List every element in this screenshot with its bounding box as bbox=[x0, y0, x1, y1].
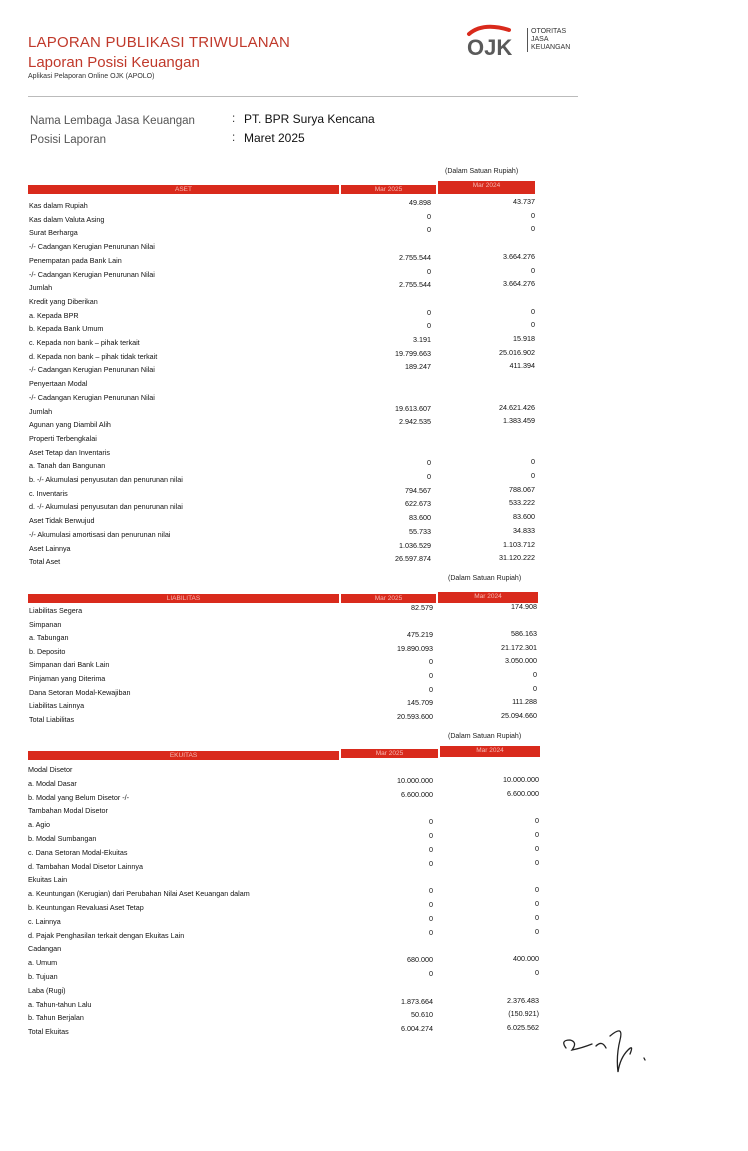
ekuitas-row-value-2025: 6.004.274 bbox=[401, 1024, 433, 1034]
aset-row-value-2024: 0 bbox=[531, 471, 535, 480]
liabilitas-col1-bar bbox=[341, 594, 436, 603]
aset-row-value-2024: 788.067 bbox=[509, 484, 535, 494]
ekuitas-row-value-2025: 0 bbox=[429, 927, 433, 937]
aset-col1-bar bbox=[341, 185, 436, 194]
ekuitas-header-label: EKUITAS bbox=[169, 752, 198, 759]
ekuitas-row-label: c. Lainnya bbox=[28, 916, 61, 926]
liabilitas-row-value-2025: 0 bbox=[429, 684, 433, 694]
aset-row-value-2025: 0 bbox=[427, 321, 431, 331]
aset-row-value-2025: 0 bbox=[427, 211, 431, 221]
aset-row-label: Properti Terbengkalai bbox=[29, 433, 97, 443]
aset-col2-label: Mar 2024 bbox=[472, 182, 501, 189]
aset-row-value-2025: 794.567 bbox=[405, 485, 431, 495]
ekuitas-row-value-2024: 6.600.000 bbox=[507, 788, 539, 798]
aset-row-value-2025: 0 bbox=[427, 266, 431, 276]
aset-row-value-2025: 2.755.544 bbox=[399, 280, 431, 290]
aset-row-value-2024: 3.664.276 bbox=[503, 251, 535, 261]
liabilitas-row-value-2024: 174.908 bbox=[511, 602, 537, 611]
ekuitas-row-value-2025: 0 bbox=[429, 900, 433, 909]
aset-row-value-2025: 1.036.529 bbox=[399, 540, 431, 550]
aset-row-value-2025: 83.600 bbox=[409, 513, 431, 523]
aset-row-label: a. Kepada BPR bbox=[29, 310, 79, 320]
ekuitas-row-label: b. Keuntungan Revaluasi Aset Tetap bbox=[28, 903, 144, 912]
aset-row-value-2024: 83.600 bbox=[513, 512, 535, 522]
ekuitas-row-label: a. Keuntungan (Kerugian) dari Perubahan Nilai Aset Keuangan dalam bbox=[28, 889, 250, 899]
aset-row-label: Kas dalam Valuta Asing bbox=[29, 214, 105, 224]
ekuitas-row-value-2025: 0 bbox=[429, 844, 433, 854]
ekuitas-row-label: a. Tahun-tahun Lalu bbox=[28, 999, 92, 1009]
ekuitas-row-value-2024: 0 bbox=[535, 816, 539, 826]
aset-row-value-2025: 3.191 bbox=[413, 335, 431, 344]
aset-row-label: Surat Berharga bbox=[29, 228, 78, 238]
ekuitas-col1-bar bbox=[341, 749, 438, 758]
liabilitas-row-label: Pinjaman yang Diterima bbox=[29, 674, 106, 683]
aset-row-value-2025: 0 bbox=[427, 307, 431, 317]
ekuitas-row-value-2024: 0 bbox=[535, 843, 539, 853]
aset-row-value-2024: 0 bbox=[531, 320, 535, 330]
aset-row-value-2024: 1.383.459 bbox=[503, 416, 535, 426]
aset-row-value-2025: 0 bbox=[427, 225, 431, 235]
ekuitas-row-value-2024: 0 bbox=[535, 899, 539, 908]
aset-row-value-2024: 0 bbox=[531, 306, 535, 316]
aset-unit-label: (Dalam Satuan Rupiah) bbox=[445, 168, 519, 175]
liabilitas-row-label: Dana Setoran Modal-Kewajiban bbox=[29, 687, 131, 697]
liabilitas-header-label: LIABILITAS bbox=[166, 595, 201, 602]
liabilitas-row-value-2025: 145.709 bbox=[407, 698, 433, 708]
liabilitas-row-value-2024: 21.172.301 bbox=[501, 642, 537, 652]
aset-header-bar bbox=[28, 185, 339, 194]
institution-label: Nama Lembaga Jasa Keuangan bbox=[30, 115, 195, 127]
logo-line-3: KEUANGAN bbox=[531, 44, 571, 51]
aset-row-value-2024: 3.664.276 bbox=[503, 279, 535, 289]
logo-line-2: JASA bbox=[531, 36, 549, 43]
ekuitas-row-value-2024: 0 bbox=[535, 968, 539, 977]
aset-row-label: c. Inventaris bbox=[29, 488, 68, 498]
ekuitas-row-label: d. Pajak Penghasilan terkait dengan Ekuitas Lain bbox=[28, 930, 185, 940]
aset-col1-label: Mar 2025 bbox=[374, 186, 403, 193]
aset-row-value-2024: 0 bbox=[531, 457, 535, 467]
liabilitas-col2-label: Mar 2024 bbox=[474, 593, 502, 600]
aset-row-value-2024: 1.103.712 bbox=[503, 539, 535, 549]
ekuitas-row-label: b. Modal yang Belum Disetor -/- bbox=[28, 792, 130, 802]
colon-2: : bbox=[232, 132, 236, 144]
liabilitas-row-value-2025: 0 bbox=[429, 657, 433, 667]
aset-row-label: Aset Tetap dan Inventaris bbox=[29, 447, 110, 457]
aset-row-label: Aset Lainnya bbox=[29, 543, 71, 553]
aset-row-value-2025: 2.755.544 bbox=[399, 252, 431, 262]
aset-row-label: -/- Cadangan Kerugian Penurunan Nilai bbox=[29, 392, 155, 402]
ekuitas-row-value-2025: 1.873.664 bbox=[401, 996, 433, 1006]
ekuitas-row-value-2024: 0 bbox=[535, 885, 539, 895]
ekuitas-row-value-2024: 400.000 bbox=[513, 954, 539, 964]
report-subtitle: Laporan Posisi Keuangan bbox=[28, 54, 200, 71]
report-title: LAPORAN PUBLIKASI TRIWULANAN bbox=[28, 34, 291, 51]
app-name: Aplikasi Pelaporan Online OJK (APOLO) bbox=[28, 73, 155, 80]
position-value: Maret 2025 bbox=[244, 131, 305, 145]
ekuitas-row-label: b. Tahun Berjalan bbox=[28, 1013, 84, 1023]
liabilitas-row-value-2024: 3.050.000 bbox=[505, 656, 537, 666]
aset-row-value-2024: 43.737 bbox=[513, 197, 535, 206]
ekuitas-row-value-2025: 0 bbox=[429, 831, 433, 840]
ekuitas-row-value-2025: 0 bbox=[429, 913, 433, 923]
aset-header-label: ASET bbox=[175, 186, 192, 193]
ekuitas-row-value-2024: (150.921) bbox=[508, 1009, 539, 1019]
liabilitas-row-value-2024: 25.094.660 bbox=[501, 710, 537, 720]
aset-row-label: Jumlah bbox=[29, 283, 53, 293]
aset-row-value-2024: 0 bbox=[531, 224, 535, 234]
liabilitas-row-label: Simpanan dari Bank Lain bbox=[29, 660, 110, 670]
ekuitas-row-value-2025: 50.610 bbox=[411, 1010, 433, 1020]
aset-row-value-2024: 0 bbox=[531, 265, 535, 275]
aset-row-label: -/- Cadangan Kerugian Penurunan Nilai bbox=[29, 365, 155, 375]
aset-row-label: a. Tanah dan Bangunan bbox=[29, 461, 106, 471]
aset-row-label: Total Aset bbox=[29, 557, 61, 567]
aset-row-label: Aset Tidak Berwujud bbox=[29, 516, 95, 526]
ekuitas-row-label: Tambahan Modal Disetor bbox=[28, 806, 108, 816]
ekuitas-row-label: Laba (Rugi) bbox=[28, 985, 66, 995]
liabilitas-header-bar bbox=[28, 594, 339, 603]
ekuitas-row-value-2025: 0 bbox=[429, 817, 433, 827]
aset-row-value-2025: 55.733 bbox=[409, 526, 431, 536]
liabilitas-row-value-2024: 586.163 bbox=[511, 629, 537, 639]
ekuitas-row-value-2025: 6.600.000 bbox=[401, 789, 433, 799]
liabilitas-row-value-2024: 0 bbox=[533, 683, 537, 693]
aset-row-label: Jumlah bbox=[29, 406, 53, 416]
aset-row-label: -/- Cadangan Kerugian Penurunan Nilai bbox=[29, 269, 155, 279]
liabilitas-row-value-2025: 19.890.093 bbox=[397, 643, 433, 653]
liabilitas-row-label: Liabilitas Lainnya bbox=[29, 701, 85, 711]
ekuitas-col2-bar bbox=[440, 746, 540, 757]
institution-value: PT. BPR Surya Kencana bbox=[244, 112, 375, 126]
ekuitas-col1-label: Mar 2025 bbox=[375, 750, 404, 757]
aset-row-value-2025: 49.898 bbox=[409, 198, 431, 207]
ekuitas-row-label: d. Tambahan Modal Disetor Lainnya bbox=[28, 861, 143, 871]
liabilitas-row-value-2025: 0 bbox=[429, 671, 433, 680]
aset-row-value-2024: 25.016.902 bbox=[499, 347, 535, 357]
ekuitas-row-label: c. Dana Setoran Modal-Ekuitas bbox=[28, 847, 128, 857]
liabilitas-row-value-2024: 111.288 bbox=[512, 697, 537, 707]
position-label: Posisi Laporan bbox=[30, 134, 107, 146]
ekuitas-row-value-2024: 0 bbox=[535, 926, 539, 936]
ojk-logo-caption bbox=[527, 28, 570, 52]
ekuitas-row-value-2024: 10.000.000 bbox=[503, 774, 539, 784]
aset-row-label: Kredit yang Diberikan bbox=[29, 296, 98, 306]
ekuitas-header-bar bbox=[28, 751, 339, 760]
ekuitas-row-value-2024: 0 bbox=[535, 830, 539, 839]
liabilitas-col1-label: Mar 2025 bbox=[374, 595, 403, 602]
aset-row-value-2025: 19.799.663 bbox=[395, 348, 431, 358]
aset-row-value-2025: 2.942.535 bbox=[399, 417, 431, 427]
ojk-logo bbox=[465, 24, 523, 63]
aset-row-value-2024: 24.621.426 bbox=[499, 402, 535, 412]
liabilitas-row-label: Total Liabilitas bbox=[29, 714, 75, 724]
aset-row-label: -/- Cadangan Kerugian Penurunan Nilai bbox=[29, 242, 155, 252]
ekuitas-row-label: a. Agio bbox=[28, 820, 50, 830]
aset-col2-bar bbox=[438, 181, 535, 194]
ekuitas-row-label: b. Tujuan bbox=[28, 972, 58, 981]
ekuitas-col2-label: Mar 2024 bbox=[476, 747, 504, 754]
ojk-logo-text: OJK bbox=[467, 35, 513, 58]
liabilitas-unit-label: (Dalam Satuan Rupiah) bbox=[448, 575, 522, 582]
aset-row-label: b. Kepada Bank Umum bbox=[29, 324, 104, 334]
ekuitas-row-value-2024: 0 bbox=[535, 857, 539, 867]
aset-row-value-2025: 189.247 bbox=[405, 362, 431, 372]
aset-row-value-2025: 26.597.874 bbox=[395, 554, 431, 564]
ekuitas-row-label: Total Ekuitas bbox=[28, 1027, 69, 1037]
liabilitas-row-value-2024: 0 bbox=[533, 670, 537, 679]
ekuitas-row-value-2025: 0 bbox=[429, 858, 433, 868]
aset-row-label: b. -/- Akumulasi penyusutan dan penurunan nilai bbox=[29, 475, 183, 484]
aset-row-value-2025: 19.613.607 bbox=[395, 403, 431, 413]
aset-row-value-2024: 411.394 bbox=[509, 361, 535, 371]
aset-row-label: -/- Akumulasi amortisasi dan penurunan nilai bbox=[29, 529, 171, 539]
ekuitas-row-label: a. Modal Dasar bbox=[28, 778, 77, 788]
ekuitas-row-label: a. Umum bbox=[28, 958, 58, 968]
handwritten-signature bbox=[558, 1018, 668, 1083]
aset-row-value-2024: 31.120.222 bbox=[499, 553, 535, 563]
liabilitas-row-label: Liabilitas Segera bbox=[29, 606, 83, 615]
aset-row-value-2024: 15.918 bbox=[513, 334, 535, 343]
liabilitas-row-label: a. Tabungan bbox=[29, 633, 69, 643]
aset-row-value-2025: 0 bbox=[427, 472, 431, 481]
colon-1: : bbox=[232, 113, 236, 125]
ekuitas-row-value-2025: 10.000.000 bbox=[397, 775, 433, 785]
aset-row-label: Penempatan pada Bank Lain bbox=[29, 255, 122, 265]
aset-row-label: d. -/- Akumulasi penyusutan dan penurunan nilai bbox=[29, 502, 183, 512]
aset-row-label: c. Kepada non bank – pihak terkait bbox=[29, 338, 140, 347]
aset-row-value-2024: 34.833 bbox=[513, 525, 535, 535]
ekuitas-row-value-2025: 680.000 bbox=[407, 955, 433, 965]
ekuitas-row-label: Ekuitas Lain bbox=[28, 875, 68, 885]
ekuitas-row-value-2025: 0 bbox=[429, 969, 433, 978]
liabilitas-row-value-2025: 20.593.600 bbox=[397, 711, 433, 721]
liabilitas-row-label: Simpanan bbox=[29, 619, 62, 629]
ekuitas-row-value-2025: 0 bbox=[429, 886, 433, 896]
ekuitas-row-value-2024: 0 bbox=[535, 912, 539, 922]
aset-row-value-2024: 0 bbox=[531, 210, 535, 220]
ekuitas-row-label: b. Modal Sumbangan bbox=[28, 834, 97, 843]
liabilitas-row-value-2025: 82.579 bbox=[411, 603, 433, 612]
liabilitas-row-value-2025: 475.219 bbox=[407, 630, 433, 640]
aset-row-value-2025: 622.673 bbox=[405, 499, 431, 509]
aset-row-label: Penyertaan Modal bbox=[29, 379, 88, 389]
ekuitas-row-value-2024: 2.376.483 bbox=[507, 995, 539, 1005]
aset-row-label: Kas dalam Rupiah bbox=[29, 201, 88, 210]
liabilitas-row-label: b. Deposito bbox=[29, 646, 66, 656]
header-divider bbox=[28, 96, 578, 97]
ekuitas-row-label: Cadangan bbox=[28, 944, 62, 954]
ekuitas-unit-label: (Dalam Satuan Rupiah) bbox=[448, 733, 522, 740]
logo-line-1: OTORITAS bbox=[531, 28, 567, 35]
ekuitas-row-value-2024: 6.025.562 bbox=[507, 1023, 539, 1033]
aset-row-label: d. Kepada non bank – pihak tidak terkait bbox=[29, 351, 158, 361]
aset-row-value-2025: 0 bbox=[427, 458, 431, 468]
aset-row-value-2024: 533.222 bbox=[509, 498, 535, 508]
aset-row-label: Agunan yang Diambil Alih bbox=[29, 420, 111, 430]
ekuitas-row-label: Modal Disetor bbox=[28, 765, 73, 774]
